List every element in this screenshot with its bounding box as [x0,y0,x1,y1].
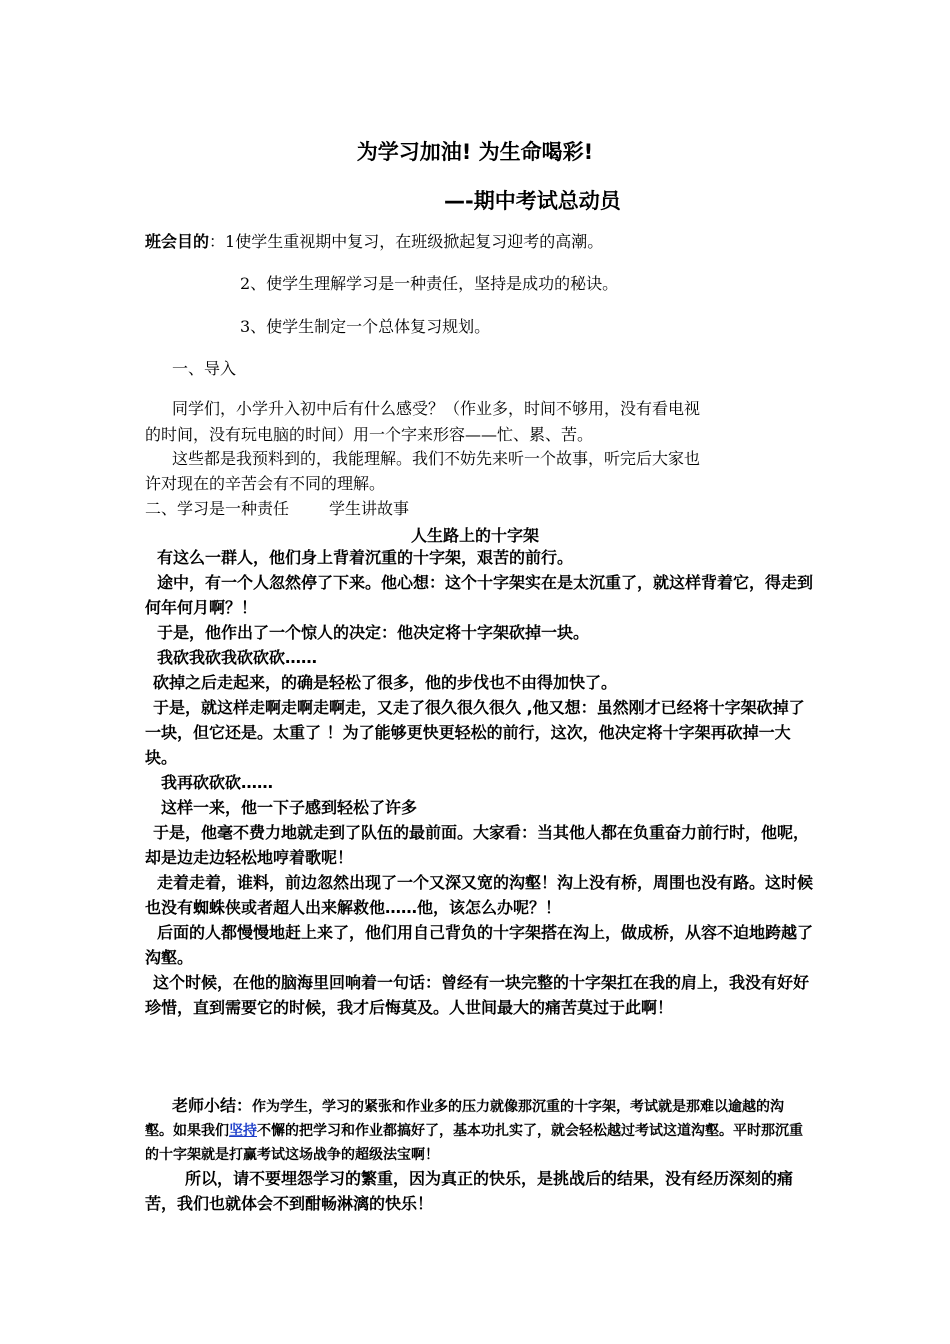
story-paragraph: 砍掉之后走起来，的确是轻松了很多，他的步伐也不由得加快了。 [153,673,618,692]
story-paragraph: 这样一来，他一下子感到轻松了许多 [161,798,418,817]
story-body [145,545,815,1020]
teacher-summary [145,1094,810,1167]
intro-para-2-line-2: 许对现在的辛苦会有不同的理解。 [145,474,386,493]
purpose-item-3: 3、使学生制定一个总体复习规划。 [240,317,491,336]
purpose-item-1: 1使学生重视期中复习，在班级掀起复习迎考的高潮。 [225,232,604,251]
purpose-item-1-line [145,229,603,252]
story-title: 人生路上的十字架 [410,526,539,545]
story-paragraph: 走着走着，谁料，前边忽然出现了一个又深又宽的沟壑！沟上没有桥，周围也没有路。这时候也没有蜘蛛侠或者超人出来解救他……他，该怎么办呢？！ [145,873,814,917]
story-paragraph: 有这么一群人，他们身上背着沉重的十字架，艰苦的前行。 [157,548,574,567]
story-paragraph: 我砍我砍我砍砍砍…… [157,648,318,667]
intro-para-2-line-1: 这些都是我预料到的，我能理解。我们不妨先来听一个故事，听完后大家也 [172,449,701,468]
purpose-item-2: 2、使学生理解学习是一种责任，坚持是成功的秘诀。 [240,274,619,293]
intro-para-1-line-2: 的时间，没有玩电脑的时间）用一个字来形容——忙、累、苦。 [145,425,594,444]
page-subtitle: —-期中考试总动员 [444,189,621,213]
conclusion [145,1166,810,1216]
intro-para-1-line-1: 同学们，小学升入初中后有什么感受？（作业多，时间不够用，没有看电视 [172,399,701,418]
story-paragraph: 于是，他毫不费力地就走到了队伍的最前面。大家看：当其他人都在负重奋力前行时，他呢，却是边走边轻松地哼着歌呢！ [145,823,810,867]
story-paragraph: 后面的人都慢慢地赶上来了，他们用自己背负的十字架搭在沟上，做成桥，从容不迫地跨越了沟壑。 [145,923,814,967]
story-paragraph: 途中，有一个人忽然停了下来。他心想：这个十字架实在是太沉重了，就这样背着它，得走到何年何月啊？！ [145,573,814,617]
page-title: 为学习加油! 为生命喝彩! [356,140,594,164]
summary-text-a: 作为学生，学习的紧张和作业多的压力就像那沉重的十字架，考试就是那难以逾越的沟壑。如果我们 [145,1099,785,1139]
section-2-heading-line [145,496,409,519]
summary-link[interactable]: 坚持 [229,1123,257,1139]
conclusion-text: 所以，请不要埋怨学习的繁重，因为真正的快乐，是挑战后的结果，没有经历深刻的痛苦，我们也就体会不到酣畅淋漓的快乐！ [145,1169,794,1213]
section-1-heading: 一、导入 [172,359,237,378]
summary-label: 老师小结： [172,1096,253,1115]
story-paragraph: 我再砍砍砍…… [161,773,274,792]
purpose-label: 班会目的 [145,232,210,251]
purpose-colon: ： [209,232,226,251]
story-paragraph: 这个时候，在他的脑海里回响着一句话：曾经有一块完整的十字架扛在我的肩上，我没有好好珍惜，直到需要它的时候，我才后悔莫及。人世间最大的痛苦莫过于此啊！ [145,973,810,1017]
story-paragraph: 于是，就这样走啊走啊走啊走，又走了很久很久很久 ,他又想：虽然刚才已经将十字架砍掉了一块，但它还是。太重了 ！为了能够更快更轻松的前行，这次，他决定将十字架再砍掉一大块。 [145,698,805,767]
section-2-heading: 二、学习是一种责任 [145,499,290,518]
section-2-subheading: 学生讲故事 [329,499,410,518]
summary-text-b: 不懈的把学习和作业都搞好了，基本功扎实了，就会轻松越过考试这道沟壑。平时那沉重的十字架就是打赢考试这场战争的超级法宝啊！ [145,1123,803,1163]
story-paragraph: 于是，他作出了一个惊人的决定：他决定将十字架砍掉一块。 [157,623,590,642]
